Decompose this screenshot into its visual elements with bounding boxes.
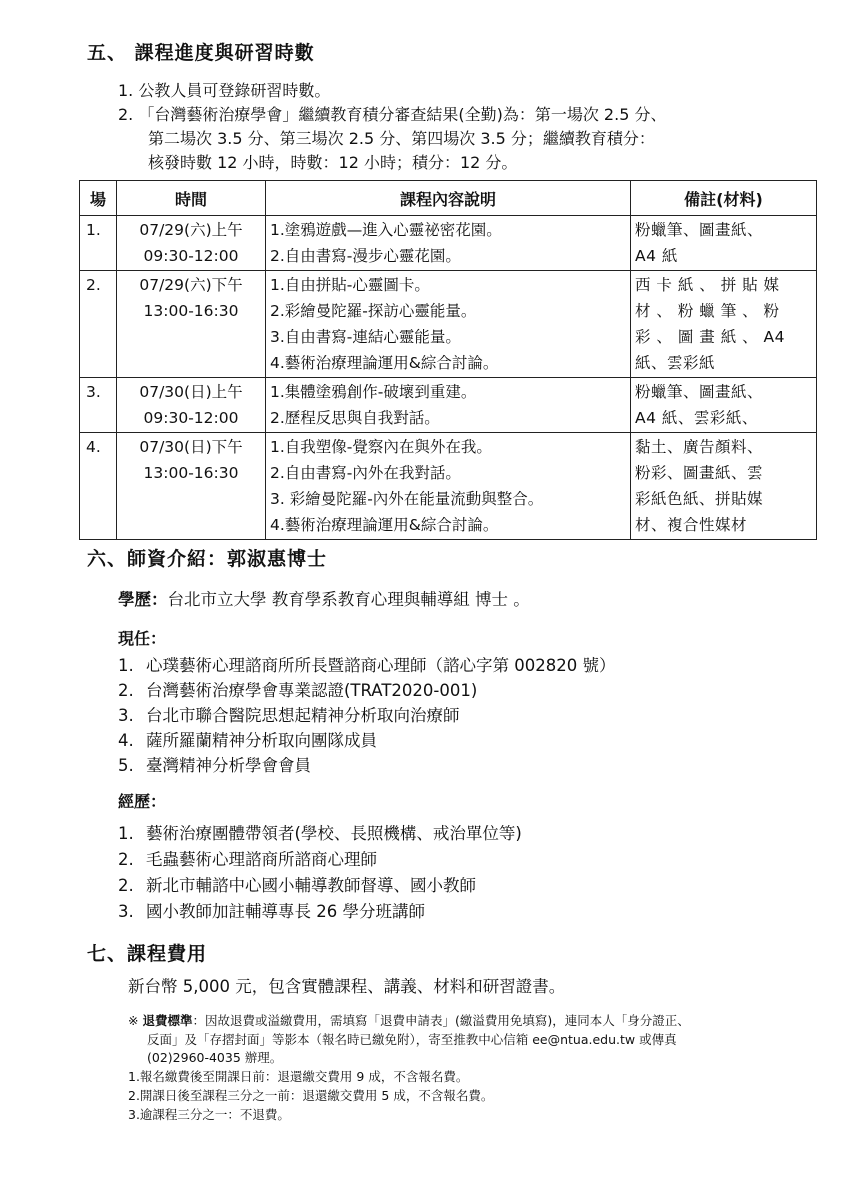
session-number: 1. [80,216,117,271]
header-materials: 備註(材料) [631,181,817,216]
list-item [118,872,476,896]
note-mark: ※ [128,1013,139,1028]
section-5-item-2-cont: 第二場次 3.5 分、第三場次 2.5 分、第四場次 3.5 分；繼續教育積分： [148,129,655,148]
session-time-date: 07/29(六)上午 [139,221,243,239]
session-time [117,216,266,271]
session-time-date: 07/30(日)上午 [139,383,243,401]
schedule-table [79,180,817,540]
list-item [118,752,311,776]
refund-rule: 3.逾課程三分之一：不退費。 [128,1107,290,1122]
refund-text: ：因故退費或溢繳費用，需填寫「退費申請表」(繳溢費用免填寫)，連同本人「身分證正、 [192,1013,690,1028]
content-line: 1.自由拼貼-心靈圖卡。 [270,276,430,294]
session-content [266,271,631,378]
content-line: 1.集體塗鴉創作-破壞到重建。 [270,383,477,401]
list-item [118,702,460,726]
session-materials [631,271,817,378]
list-item [118,898,425,922]
list-text: 台北市聯合醫院思想起精神分析取向治療師 [146,706,460,725]
section-5-item-2: 2. 「台灣藝術治療學會」繼續教育積分審查結果(全勤)為：第一場次 2.5 分、 [118,105,667,124]
session-content [266,378,631,433]
education-label: 學歷： [118,590,168,609]
session-materials [631,378,817,433]
list-text: 心璞藝術心理諮商所所長暨諮商心理師（諮心字第 002820 號） [146,656,616,675]
session-time [117,433,266,540]
session-number: 2. [80,271,117,378]
content-line: 4.藝術治療理論運用&綜合討論。 [270,516,499,534]
session-content [266,433,631,540]
materials-line: 西 卡 紙 、 拼 貼 媒 [635,276,780,294]
refund-rule: 2.開課日後至課程三分之一前：退還繳交費用 5 成，不含報名費。 [128,1088,494,1103]
session-time-range: 09:30-12:00 [143,409,239,427]
list-item [118,727,377,751]
session-time-date: 07/30(日)下午 [139,438,243,456]
refund-policy-line: 反面」及「存摺封面」等影本（報名時已繳免附），寄至推教中心信箱 ee@ntua.edu.tw 或傳真 [147,1032,677,1047]
materials-line: 紙、雲彩紙 [635,354,716,372]
course-fee: 新台幣 5,000 元，包含實體課程、講義、材料和研習證書。 [128,977,566,996]
session-number: 3. [80,378,117,433]
experience-label: 經歷： [118,792,167,811]
content-line: 1.自我塑像-覺察內在與外在我。 [270,438,492,456]
session-time-range: 13:00-16:30 [143,464,239,482]
refund-policy-line: (02)2960-4035 辦理。 [147,1050,283,1065]
list-number: 1. [118,824,134,843]
section-6-heading: 六、師資介紹：郭淑惠博士 [87,548,328,570]
list-number: 3. [118,902,134,921]
section-5-heading: 五、 課程進度與研習時數 [87,42,315,64]
materials-line: 材 、 粉 蠟 筆 、 粉 [635,302,780,320]
content-line: 1.塗鴉遊戲—進入心靈祕密花園。 [270,221,502,239]
materials-line: 粉彩、圖畫紙、雲 [635,464,764,482]
content-line: 2.自由書寫-內外在我對話。 [270,464,461,482]
list-item [118,846,377,870]
refund-policy-line [128,1011,690,1029]
list-text: 毛蟲藝術心理諮商所諮商心理師 [146,850,377,869]
session-time-range: 13:00-16:30 [143,302,239,320]
refund-label: 退費標準 [142,1013,193,1028]
session-number: 4. [80,433,117,540]
list-text: 新北市輔諮中心國小輔導教師督導、國小教師 [146,876,476,895]
list-text: 藝術治療團體帶領者(學校、長照機構、戒治單位等) [146,824,522,843]
materials-line: 材、複合性媒材 [635,516,748,534]
session-time [117,378,266,433]
education-value: 台北市立大學 教育學系教育心理與輔導組 博士 。 [167,590,530,609]
list-number: 1. [118,656,134,675]
header-content: 課程內容說明 [266,181,631,216]
content-line: 2.歷程反思與自我對話。 [270,409,440,427]
table-header-row [80,181,817,216]
content-line: 3. 彩繪曼陀羅-內外在能量流動與整合。 [270,490,544,508]
list-text: 國小教師加註輔導專長 26 學分班講師 [146,902,425,921]
session-materials [631,216,817,271]
list-number: 2. [118,681,134,700]
list-text: 薩所羅蘭精神分析取向團隊成員 [146,731,377,750]
list-item [118,820,522,844]
session-materials [631,433,817,540]
section-7-heading: 七、課程費用 [87,943,208,965]
session-time [117,271,266,378]
list-number: 3. [118,706,134,725]
list-item [118,677,477,701]
list-text: 台灣藝術治療學會專業認證(TRAT2020-001) [146,681,478,700]
materials-line: 黏土、廣告顏料、 [635,438,764,456]
list-number: 5. [118,756,134,775]
table-row [80,433,817,540]
list-number: 2. [118,850,134,869]
refund-rule: 1.報名繳費後至開課日前：退還繳交費用 9 成，不含報名費。 [128,1069,469,1084]
table-row [80,271,817,378]
materials-line: A4 紙、雲彩紙、 [635,409,758,427]
education-line [118,586,530,610]
materials-line: 彩紙色紙、拼貼媒 [635,490,764,508]
list-item [118,652,615,676]
content-line: 3.自由書寫-連結心靈能量。 [270,328,461,346]
header-time: 時間 [117,181,266,216]
materials-line: 粉蠟筆、圖畫紙、 [635,383,764,401]
table-row [80,216,817,271]
section-5-item-1: 1. 公教人員可登錄研習時數。 [118,81,331,100]
materials-line: 粉蠟筆、圖畫紙、 [635,221,764,239]
content-line: 2.彩繪曼陀羅-探訪心靈能量。 [270,302,477,320]
session-time-range: 09:30-12:00 [143,247,239,265]
materials-line: 彩 、 圖 畫 紙 、 A4 [635,328,786,346]
list-text: 臺灣精神分析學會會員 [146,756,311,775]
current-positions-label: 現任： [118,629,167,648]
list-number: 4. [118,731,134,750]
header-session: 場 [80,181,117,216]
session-time-date: 07/29(六)下午 [139,276,243,294]
session-content [266,216,631,271]
materials-line: A4 紙 [635,247,678,265]
section-5-item-2-cont2: 核發時數 12 小時，時數：12 小時；積分：12 分。 [148,153,518,172]
content-line: 4.藝術治療理論運用&綜合討論。 [270,354,499,372]
content-line: 2.自由書寫-漫步心靈花園。 [270,247,461,265]
list-number: 2. [118,876,134,895]
table-row [80,378,817,433]
